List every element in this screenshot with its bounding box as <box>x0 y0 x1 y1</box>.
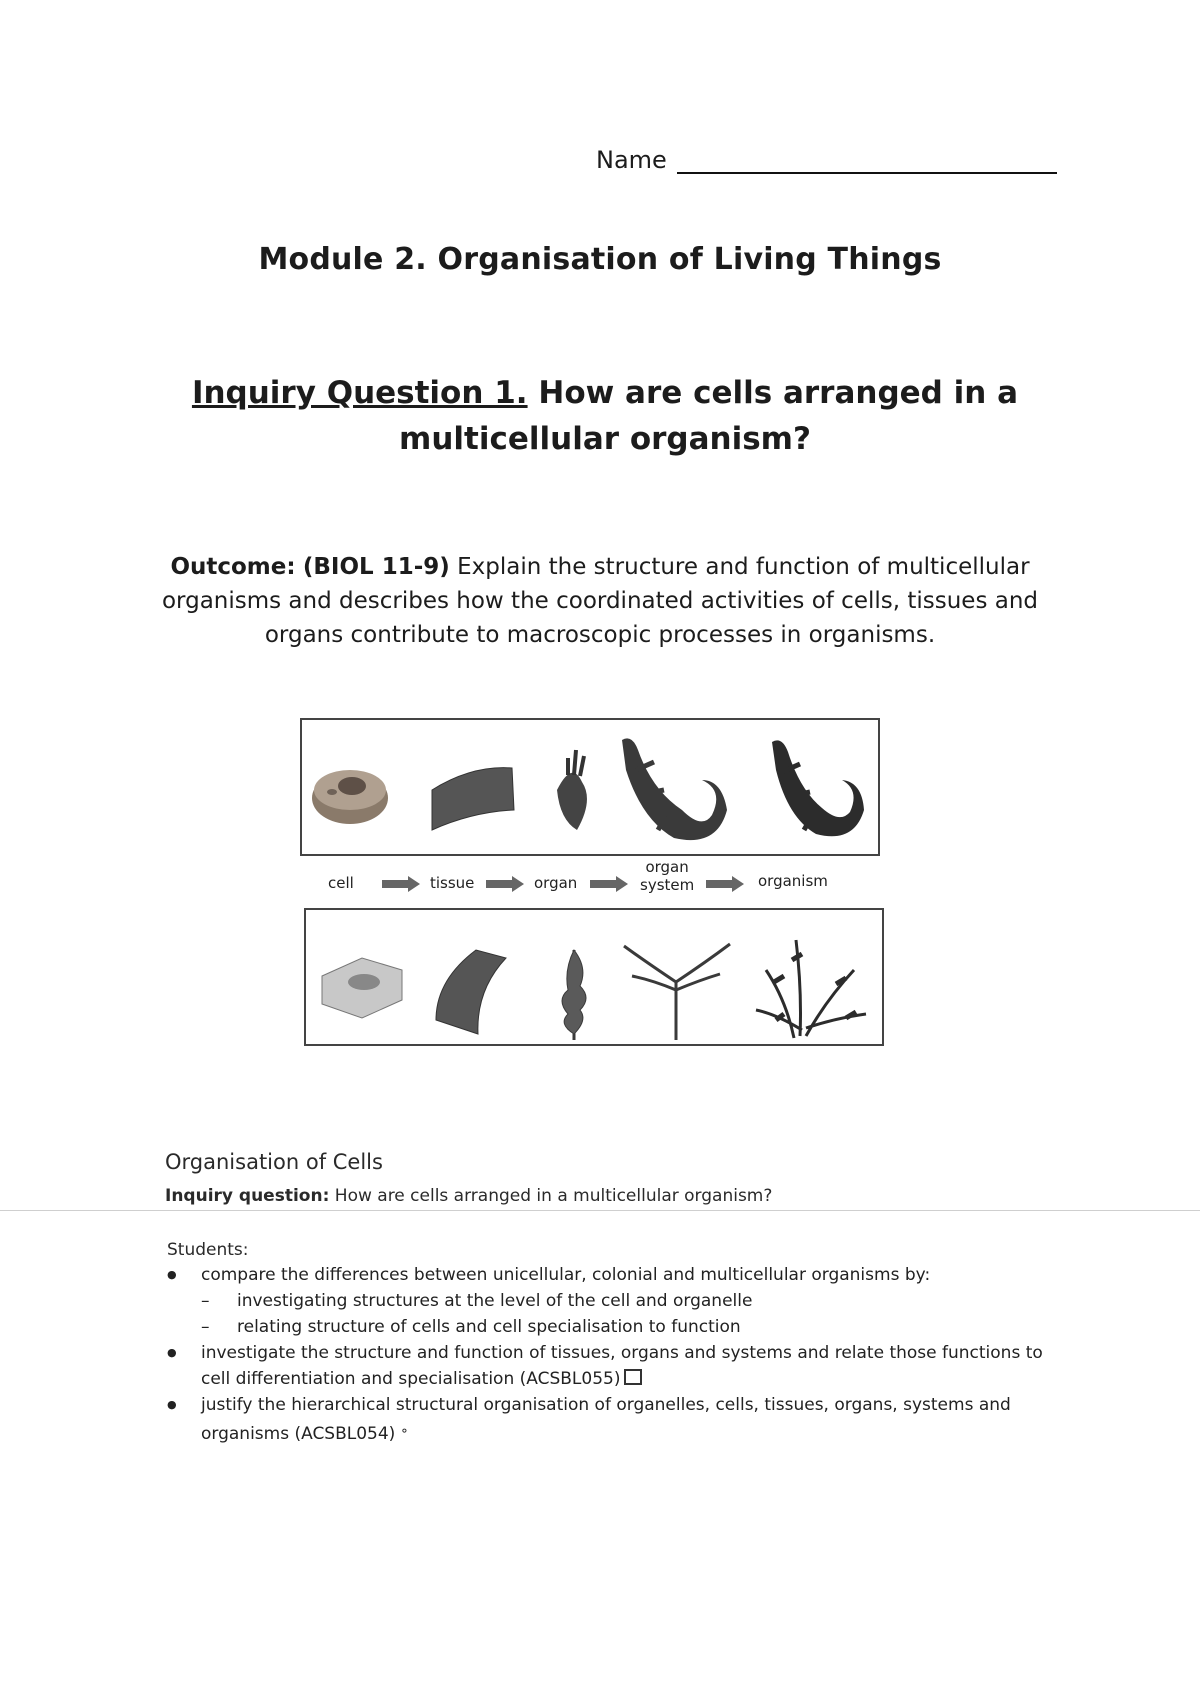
syllabus-inquiry-text: How are cells arranged in a multicellular organism? <box>334 1186 773 1206</box>
inquiry-question: How are cells arranged in a multicellular organism? <box>399 375 1019 457</box>
list-item <box>165 1340 1065 1392</box>
plant-panel <box>304 908 884 1046</box>
salamander-organism-image <box>772 740 864 836</box>
bullet-2-text: investigate the structure and function of tissues, organs and systems and relate those functions to cell differentiation and specialisation (ACSBL055) <box>201 1343 1043 1389</box>
label-organ-system-line1: organ <box>645 858 689 876</box>
bullet-3-text: justify the hierarchical structural organisation of organelles, cells, tissues, organs, systems and organisms (ACSBL054) <box>201 1395 1011 1444</box>
list-subitem <box>165 1288 1065 1314</box>
name-field[interactable] <box>596 146 1057 174</box>
list-item <box>165 1392 1065 1447</box>
inquiry-question-heading <box>120 370 1090 462</box>
plant-organ-system-image <box>624 944 730 1040</box>
module-title: Module 2. Organisation of Living Things <box>258 242 942 277</box>
bullet-1-text: compare the differences between unicellular, colonial and multicellular organisms by: <box>201 1265 931 1285</box>
plant-tissue-image <box>436 950 506 1034</box>
label-organ-system-line2: system <box>640 876 695 894</box>
inquiry-label: Inquiry Question 1. <box>191 375 528 411</box>
outcome-label: Outcome: <box>170 554 296 580</box>
sub-2-text: relating structure of cells and cell specialisation to function <box>237 1317 741 1337</box>
list-subitem <box>165 1314 1065 1340</box>
label-tissue: tissue <box>430 874 475 892</box>
section-heading: Organisation of Cells <box>165 1150 383 1174</box>
animal-illustrations <box>302 720 878 854</box>
syllabus-inquiry <box>165 1186 772 1206</box>
arrow-icon <box>706 876 744 892</box>
salamander-organ-system-image <box>622 738 727 840</box>
arrow-icon <box>382 876 420 892</box>
section-divider <box>0 1210 1200 1211</box>
label-organ-system <box>640 858 694 894</box>
list-item <box>165 1262 1065 1288</box>
ict-icon <box>624 1369 642 1385</box>
critical-thinking-icon: ⚬ <box>399 1424 410 1438</box>
sub-1-text: investigating structures at the level of the cell and organelle <box>237 1291 753 1311</box>
muscle-tissue-image <box>432 768 514 830</box>
leaf-organ-image <box>562 950 586 1040</box>
outcome-paragraph <box>150 550 1050 652</box>
students-label: Students: <box>167 1240 249 1260</box>
outcome-text: Explain the structure and function of multicellular organisms and describes how the coordinated activities of cells, tissues and organs contribute to macroscopic processes in organisms. <box>161 554 1039 648</box>
heart-organ-image <box>557 750 587 830</box>
animal-cell-image <box>312 770 388 824</box>
name-label: Name <box>596 146 667 174</box>
outcome-code: (BIOL 11-9) <box>302 554 450 580</box>
plant-cell-image <box>322 958 402 1018</box>
plant-organism-image <box>756 940 866 1038</box>
syllabus-list <box>165 1262 1065 1447</box>
arrow-icon <box>590 876 628 892</box>
syllabus-inquiry-label: Inquiry question: <box>165 1186 330 1206</box>
name-blank-line[interactable] <box>677 150 1057 174</box>
animal-panel <box>300 718 880 856</box>
arrow-icon <box>486 876 524 892</box>
label-organism: organism <box>758 872 828 890</box>
organisation-flow <box>300 858 880 908</box>
label-cell: cell <box>328 874 354 892</box>
organisation-levels-figure <box>300 718 880 1048</box>
label-organ: organ <box>534 874 578 892</box>
plant-illustrations <box>306 910 882 1044</box>
